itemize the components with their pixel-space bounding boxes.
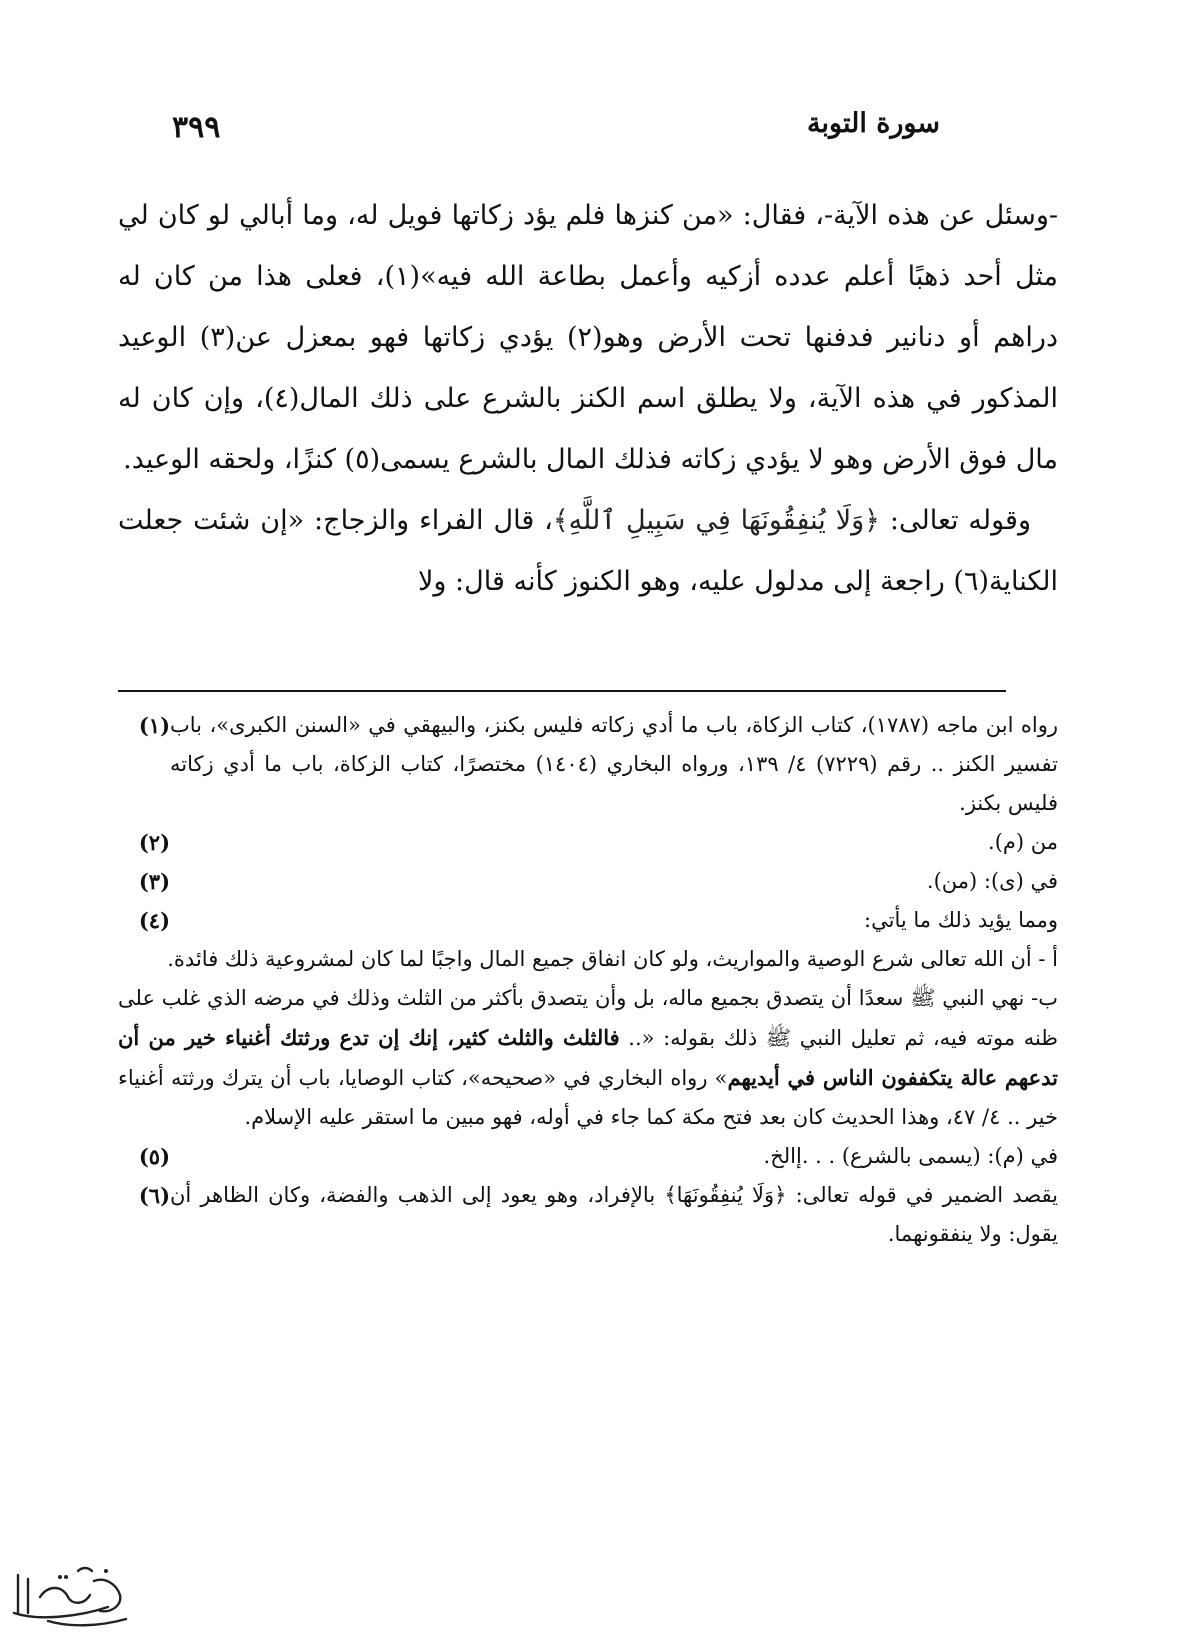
footnotes bbox=[118, 706, 1058, 1254]
almostafa-library-logo-icon bbox=[8, 1555, 138, 1633]
footnote-4-point-b bbox=[118, 979, 1058, 1137]
footnote-number: (٤) bbox=[138, 908, 170, 933]
main-text bbox=[118, 185, 1058, 612]
footnote-number: (٣) bbox=[138, 869, 170, 894]
footnote-2 bbox=[118, 823, 1058, 862]
footnote-divider bbox=[118, 690, 1006, 692]
footnote-text: في (ى): (من). bbox=[926, 869, 1058, 893]
footnote-text: من (م). bbox=[988, 830, 1058, 854]
footnote-4-point-a: أ - أن الله تعالى شرع الوصية والمواريث، ولو كان انفاق جميع المال واجبًا لما كان لمشروعية ذلك فائدة. bbox=[167, 947, 1058, 971]
footnote-6 bbox=[118, 1176, 1058, 1254]
footnote-number: (٥) bbox=[138, 1144, 170, 1169]
main-paragraph-1: -وسئل عن هذه الآية-، فقال: «من كنزها فلم يؤد زكاتها فويل له، وما أبالي لو كان لي مثل أحد ذهبًا أعلم عدده أزكيه وأعمل بطاعة الله فيه»(١)، فعلى هذا من كان له دراهم أو دنانير فدفنها تحت الأرض وهو(٢) يؤدي زكاتها فهو بمعزل عن(٣) الوعيد المذكور في هذه الآية، ولا يطلق اسم الكنز بالشرع على ذلك المال(٤)، وإن كان له مال فوق الأرض وهو لا يؤدي زكاته فذلك المال بالشرع يسمى(٥) كنزًا، ولحقه الوعيد. bbox=[118, 200, 1059, 475]
footnote-number: (٢) bbox=[138, 830, 170, 855]
footnote-text: ومما يؤيد ذلك ما يأتي: bbox=[864, 908, 1058, 932]
paragraph-2-intro: وقوله تعالى: bbox=[879, 505, 1031, 536]
footnote-4 bbox=[118, 901, 1058, 940]
footnote-5 bbox=[118, 1137, 1058, 1176]
surah-title: سورة التوبة bbox=[807, 108, 940, 139]
page-number: ٣٩٩ bbox=[172, 110, 221, 145]
footnote-text: يقصد الضمير في قوله تعالى: ﴿وَلَا يُنفِقُونَهَا﴾ بالإفراد، وهو يعود إلى الذهب والفضة، وكان الظاهر أن يقول: ولا ينفقونهما. bbox=[170, 1183, 1058, 1246]
point-b-source: » رواه البخاري في «صحيحه»، كتاب الوصايا، باب أن يترك ورثته أغنياء خير .. ٤/ ٤٧، وهذا الحديث كان بعد فتح مكة كما جاء في أوله، فهو مبين ما استقر عليه الإسلام. bbox=[118, 1066, 1058, 1129]
footnote-number: (١) bbox=[138, 713, 170, 738]
footnote-1 bbox=[118, 706, 1058, 823]
footnote-text: رواه ابن ماجه (١٧٨٧)، كتاب الزكاة، باب ما أدي زكاته فليس بكنز، والبيهقي في «السنن الكبرى»، باب تفسير الكنز .. رقم (٧٢٢٩) ٤/ ١٣٩، ورواه البخاري (١٤٠٤) مختصرًا، كتاب الزكاة، باب ما أدي زكاته فليس بكنز. bbox=[170, 713, 1059, 815]
quran-verse: ﴿وَلَا يُنفِقُونَهَا فِي سَبِيلِ ٱللَّهِ﴾ bbox=[552, 505, 880, 536]
point-b-intro: ب- نهي النبي ﷺ سعدًا أن يتصدق بجميع ماله، بل وأن يتصدق بأكثر من الثلث وذلك في مرضه الذي غلب على ظنه موته فيه، ثم تعليل النبي ﷺ ذلك بقوله: «.. bbox=[118, 986, 1059, 1050]
footnote-3 bbox=[118, 862, 1058, 901]
hadith-quote: فالثلث والثلث كثير، إنك إن تدع ورثتك أغنياء خير من أن تدعهم عالة يتكففون الناس في أيديهم bbox=[118, 1025, 1058, 1090]
paragraph-2-rest: ، قال الفراء والزجاج: «إن شئت جعلت الكناية(٦) راجعة إلى مدلول عليه، وهو الكنوز كأنه قال: ولا bbox=[118, 505, 1058, 597]
footnote-text: في (م): (يسمى بالشرع) . . .إالخ. bbox=[763, 1144, 1058, 1168]
main-paragraph-2 bbox=[118, 490, 1058, 612]
footnote-number: (٦) bbox=[138, 1183, 170, 1208]
